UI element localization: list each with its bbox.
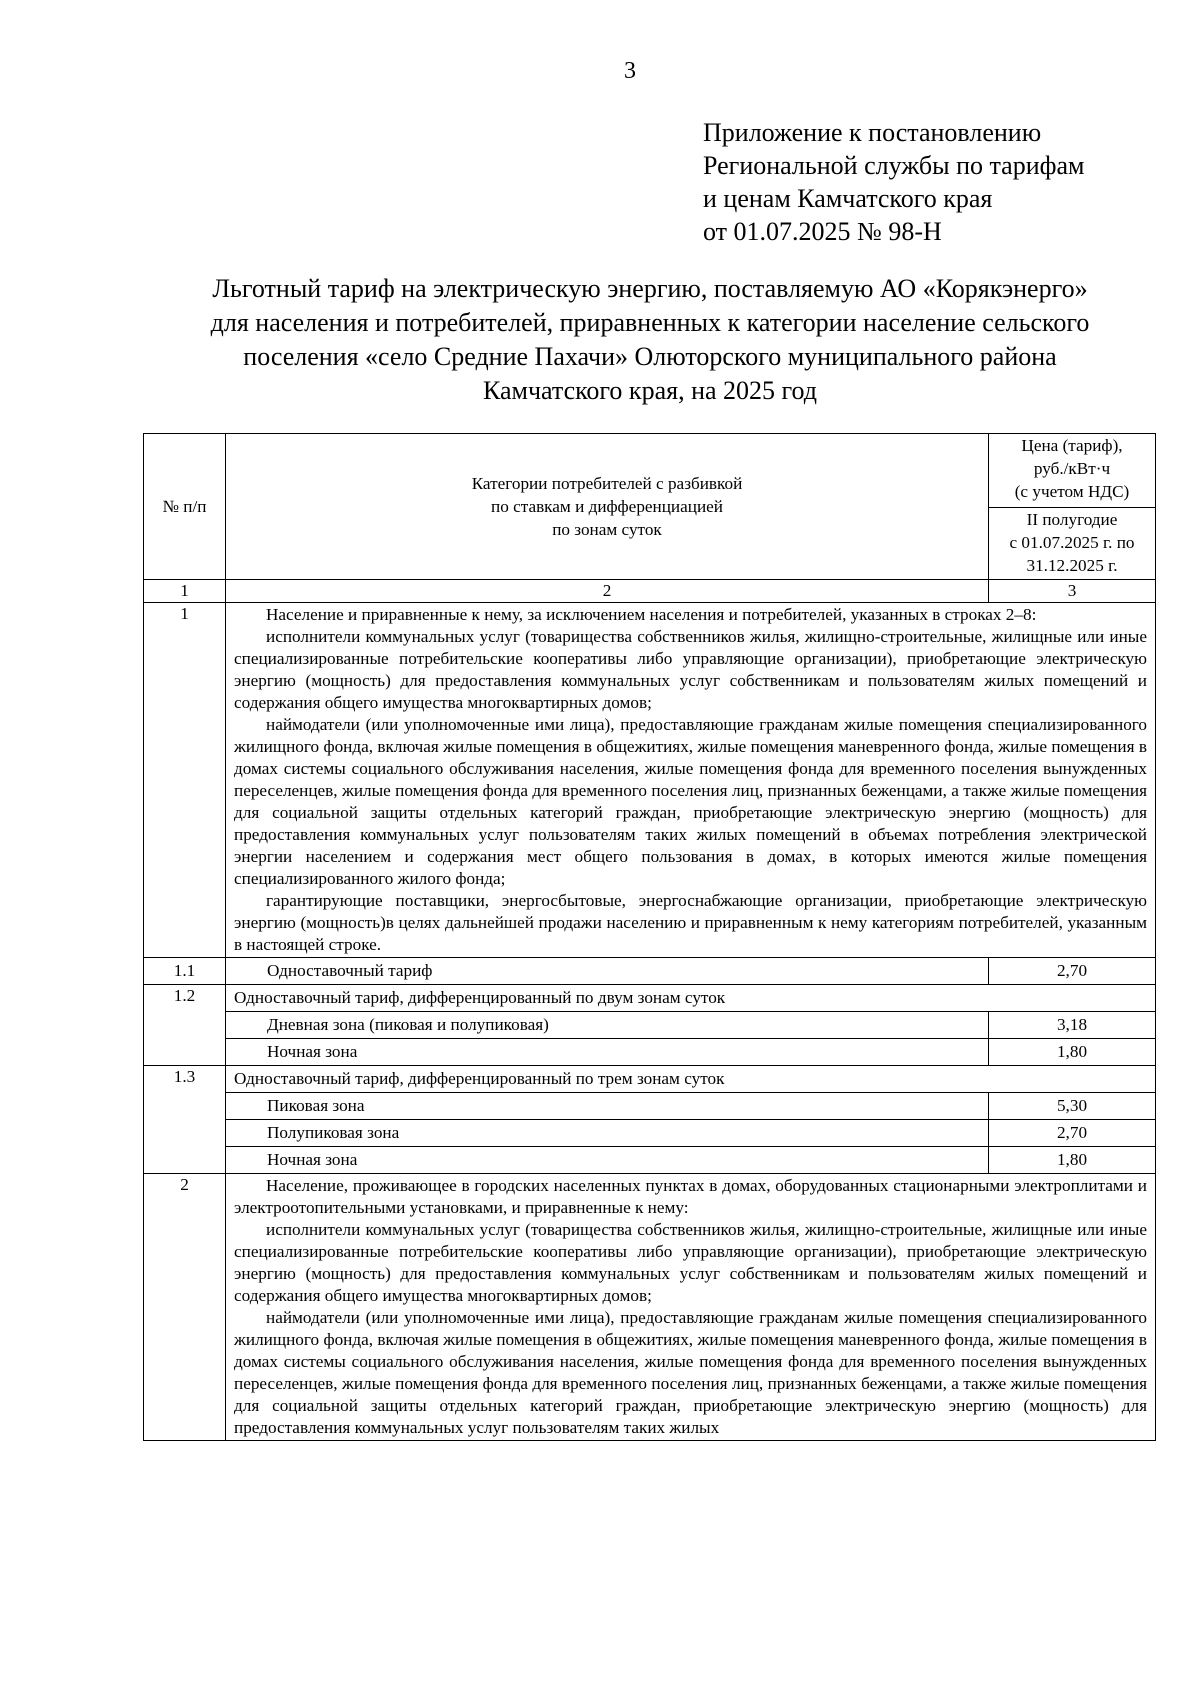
zone-value: 1,80 <box>989 1147 1156 1174</box>
zone-label: Полупиковая зона <box>226 1120 989 1147</box>
row-label: Одноставочный тариф, дифференцированный по двум зонам суток <box>226 985 1156 1012</box>
table-row <box>144 1147 1156 1174</box>
title-line: для населения и потребителей, приравненных к категории население сельского <box>210 308 1090 337</box>
table-row <box>144 1174 1156 1441</box>
header-period <box>989 508 1156 580</box>
row-paragraph: наймодатели (или уполномоченные ими лица), предоставляющие гражданам жилые помещения специализированного жилищного фонда, включая жилые помещения в общежитиях, жилые помещения маневренного фонда, жилые помещения в домах системы социального обслуживания населения, жилые помещения фонда для временного поселения вынужденных переселенцев, жилые помещения фонда для временного поселения лиц, признанных беженцами, а также жилые помещения для социальной защиты отдельных категорий граждан, приобретающие электрическую энергию (мощность) для предоставления коммунальных услуг пользователям таких жилых <box>234 1308 1147 1437</box>
row-description <box>226 1174 1156 1441</box>
header-category-line: Категории потребителей с разбивкой <box>471 474 743 493</box>
row-paragraph: Население и приравненные к нему, за исключением населения и потребителей, указанных в строках 2–8: <box>266 605 1037 624</box>
appendix-date: от 01.07.2025 № 98-Н <box>703 217 942 246</box>
row-number: 1.2 <box>144 985 226 1066</box>
table-row <box>144 1012 1156 1039</box>
document-title <box>140 272 1160 408</box>
table-row <box>144 603 1156 958</box>
table-row <box>144 1093 1156 1120</box>
table-row <box>144 958 1156 985</box>
row-number: 1 <box>144 603 226 958</box>
title-line: поселения «село Средние Пахачи» Олюторского муниципального района <box>243 342 1057 371</box>
zone-label: Пиковая зона <box>226 1093 989 1120</box>
header-price-line: руб./кВт·ч <box>1033 459 1111 478</box>
column-number: 1 <box>144 580 226 603</box>
zone-label: Ночная зона <box>226 1147 989 1174</box>
header-period-line: с 01.07.2025 г. по <box>1009 533 1135 552</box>
row-paragraph: исполнители коммунальных услуг (товарищества собственников жилья, жилищно-строительные, жилищные или иные специализированные потребительские кооперативы либо управляющие организации), приобретающие электрическую энергию (мощность) для предоставления коммунальных услуг собственникам и пользователям жилых помещений и содержания общего имущества многоквартирных домов; <box>234 1220 1147 1305</box>
zone-value: 3,18 <box>989 1012 1156 1039</box>
table-row <box>144 1039 1156 1066</box>
zone-value: 2,70 <box>989 1120 1156 1147</box>
header-category-line: по ставкам и дифференциацией <box>491 497 723 516</box>
zone-label: Ночная зона <box>226 1039 989 1066</box>
row-label: Одноставочный тариф, дифференцированный по трем зонам суток <box>226 1066 1156 1093</box>
header-category <box>226 434 989 580</box>
appendix-header <box>703 116 1183 248</box>
zone-value: 5,30 <box>989 1093 1156 1120</box>
title-line: Камчатского края, на 2025 год <box>482 376 818 405</box>
header-category-line: по зонам суток <box>552 520 662 539</box>
row-number: 2 <box>144 1174 226 1441</box>
header-price <box>989 434 1156 508</box>
table-header-row <box>144 434 1156 508</box>
zone-label: Дневная зона (пиковая и полупиковая) <box>226 1012 989 1039</box>
table-row <box>144 985 1156 1012</box>
appendix-line: Приложение к постановлению <box>703 118 1042 147</box>
row-number: 1.1 <box>144 958 226 985</box>
column-number: 2 <box>226 580 989 603</box>
row-paragraph: гарантирующие поставщики, энергосбытовые, энергоснабжающие организации, приобретающие электрическую энергию (мощность)в целях дальнейшей продажи населению и приравненным к нему категориям потребителей, указанным в настоящей строке. <box>234 891 1147 954</box>
header-number: № п/п <box>144 434 226 580</box>
table-row <box>144 1120 1156 1147</box>
header-price-line: (с учетом НДС) <box>1014 482 1130 501</box>
header-period-line: 31.12.2025 г. <box>1026 556 1118 575</box>
header-period-line: II полугодие <box>1026 510 1118 529</box>
tariff-table <box>143 433 1156 1441</box>
column-number: 3 <box>989 580 1156 603</box>
header-price-line: Цена (тариф), <box>1021 436 1123 455</box>
row-paragraph: Население, проживающее в городских населенных пунктах в домах, оборудованных стационарными электроплитами и электроотопительными установками, и приравненные к нему: <box>234 1176 1147 1217</box>
zone-value: 1,80 <box>989 1039 1156 1066</box>
row-paragraph: наймодатели (или уполномоченные ими лица), предоставляющие гражданам жилые помещения специализированного жилищного фонда, включая жилые помещения в общежитиях, жилые помещения маневренного фонда, жилые помещения в домах системы социального обслуживания населения, жилые помещения фонда для временного поселения вынужденных переселенцев, жилые помещения фонда для временного поселения лиц, признанных беженцами, а также жилые помещения для социальной защиты отдельных категорий граждан, приобретающие электрическую энергию (мощность) для предоставления коммунальных услуг пользователям таких жилых помещений в объемах потребления электрической энергии населением и содержания мест общего пользования в домах, в которых имеются жилые помещения специализированного жилого фонда; <box>234 715 1147 888</box>
row-description <box>226 603 1156 958</box>
appendix-line: и ценам Камчатского края <box>703 184 993 213</box>
appendix-line: Региональной службы по тарифам <box>703 151 1085 180</box>
title-line: Льготный тариф на электрическую энергию, поставляемую АО «Корякэнерго» <box>212 274 1088 303</box>
row-label: Одноставочный тариф <box>226 958 989 985</box>
page-number: 3 <box>624 58 636 84</box>
table-row <box>144 1066 1156 1093</box>
row-number: 1.3 <box>144 1066 226 1174</box>
column-number-row <box>144 580 1156 603</box>
row-paragraph: исполнители коммунальных услуг (товарищества собственников жилья, жилищно-строительные, жилищные или иные специализированные потребительские кооперативы либо управляющие организации), приобретающие электрическую энергию (мощность) для предоставления коммунальных услуг собственникам и пользователям жилых помещений и содержания общего имущества многоквартирных домов; <box>234 627 1147 712</box>
row-value: 2,70 <box>989 958 1156 985</box>
